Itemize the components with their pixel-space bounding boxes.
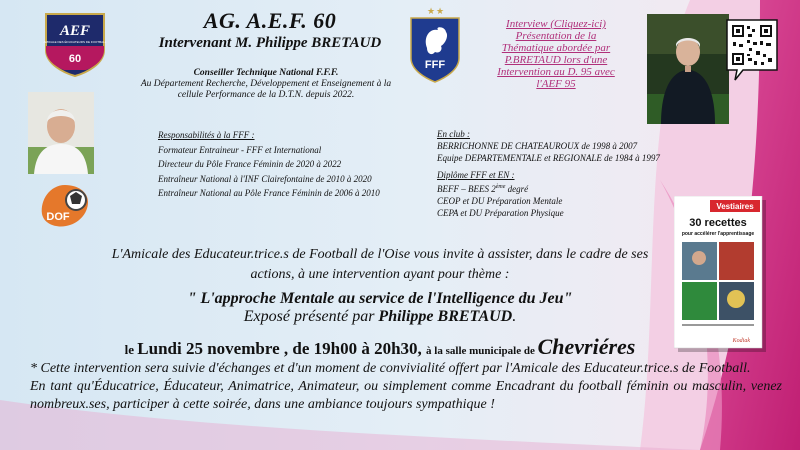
role-line: Conseiller Technique National F.F.F. <box>193 68 339 78</box>
list-item: CEPA et DU Préparation Physique <box>437 208 564 218</box>
responsibilities-list <box>158 128 438 201</box>
theme-title: " L'approche Mentale au service de l'Intelligence du Jeu" <box>187 290 573 307</box>
speaker-portrait <box>28 92 94 174</box>
event-venue: à la salle municipale de <box>426 345 538 357</box>
fff-logo <box>405 4 465 84</box>
interview-line-1[interactable]: Interview (Cliquez-ici) <box>506 18 606 30</box>
book-banner: Vestiaires <box>716 202 754 211</box>
qr-code[interactable] <box>723 16 781 82</box>
book-cover <box>674 196 768 354</box>
footer-text <box>30 360 782 414</box>
interview-line-3[interactable]: Thématique abordée par <box>501 42 611 54</box>
interview-line-6[interactable]: l'AEF 95 <box>536 78 576 90</box>
event-details <box>100 334 660 360</box>
aef-60-logo <box>40 10 110 78</box>
list-item: BERRICHONNE DE CHATEAUROUX de 1998 à 2007 <box>437 141 638 151</box>
star-icon: ★ <box>436 6 445 16</box>
responsibilities-heading: Responsabilités à la FFF : <box>158 130 255 140</box>
star-icon: ★ <box>427 6 436 16</box>
list-item: Equipe DEPARTEMENTALE et REGIONALE de 1984 à 1997 <box>437 153 660 163</box>
dof-logo <box>30 180 100 230</box>
list-item: CEOP et DU Préparation Mentale <box>437 196 563 206</box>
interview-line-5[interactable]: Intervention au D. 95 avec <box>497 66 615 78</box>
event-le: le <box>124 342 138 357</box>
event-day: Lundi 25 novembre <box>137 339 280 358</box>
dept-line-2: cellule Performance de la D.T.N. depuis 2022. <box>177 90 355 100</box>
expose-line <box>100 308 660 326</box>
dof-logo-text: DOF <box>46 211 70 223</box>
fff-logo-text: FFF <box>424 59 446 71</box>
aef-logo-text: AEF <box>59 23 91 39</box>
invitation-line-2: actions, à une intervention ayant pour thème : <box>250 267 510 282</box>
footer-line-2: En tant qu'Éducatrice, Éducateur, Animatrice, Animateur, ou simplement comme Encadrant du football féminin ou masculin, venez nombreux.ses, participer à cette soirée, dans une ambiance toujours sympathique ! <box>30 379 782 412</box>
event-city: Chevriéres <box>537 334 636 359</box>
club-and-diplomas <box>437 128 677 219</box>
list-item <box>437 181 677 195</box>
book-title: 30 recettes <box>689 217 747 229</box>
interview-line-2[interactable]: Présentation de la <box>515 30 597 42</box>
invitation-line-1: L'Amicale des Educateur.trice.s de Football de l'Oise vous invite à assister, dans le cadre de ses <box>111 247 649 262</box>
page-title: AG. A.E.F. 60 <box>203 8 337 33</box>
list-item: Formateur Entraineur - FFF et International <box>158 144 322 155</box>
dept-line-1: Au Département Recherche, Développement et Enseignement à la <box>140 79 392 89</box>
title-block <box>120 8 420 52</box>
speaker-role <box>130 68 402 101</box>
list-item: Entraîneur National au Pôle France Féminin de 2006 à 2010 <box>158 188 380 198</box>
expose-pre: Exposé présenté par <box>243 308 379 325</box>
speaker-heading: Intervenant M. Philippe BRETAUD <box>158 35 382 51</box>
diploma-pre: BEFF – BEES 2 <box>437 184 496 194</box>
interview-link[interactable] <box>486 18 626 90</box>
book-subtitle: pour accélérer l'apprentissage <box>681 231 755 237</box>
footer-line-1: * Cette intervention sera suivie d'échanges et d'un moment de convivialité offert par l'Amicale des Educateur.trice.s de Football. <box>30 361 751 376</box>
speaker-video-photo[interactable] <box>647 14 729 124</box>
diplomas-heading: Diplôme FFF et EN : <box>437 170 515 180</box>
aef-logo-small: AMICALE DES ÉDUCATEURS DE FOOTBALL <box>43 40 107 44</box>
list-item: Entraîneur National à l'INF Clairefontaine de 2010 à 2020 <box>158 173 372 184</box>
expose-post: . <box>512 308 517 325</box>
invitation-text <box>100 245 660 285</box>
club-heading: En club : <box>437 129 470 139</box>
diploma-sup: ème <box>495 184 506 190</box>
expose-name: Philippe BRETAUD <box>378 308 513 325</box>
event-time: , de 19h00 à 20h30, <box>279 339 427 358</box>
interview-line-4[interactable]: P.BRETAUD lors d'une <box>504 54 608 66</box>
list-item: Directeur du Pôle France Féminin de 2020 à 2022 <box>158 159 342 169</box>
aef-logo-number: 60 <box>68 53 82 65</box>
book-publisher: Kodiak <box>732 338 750 344</box>
diploma-post: degré <box>505 184 529 194</box>
